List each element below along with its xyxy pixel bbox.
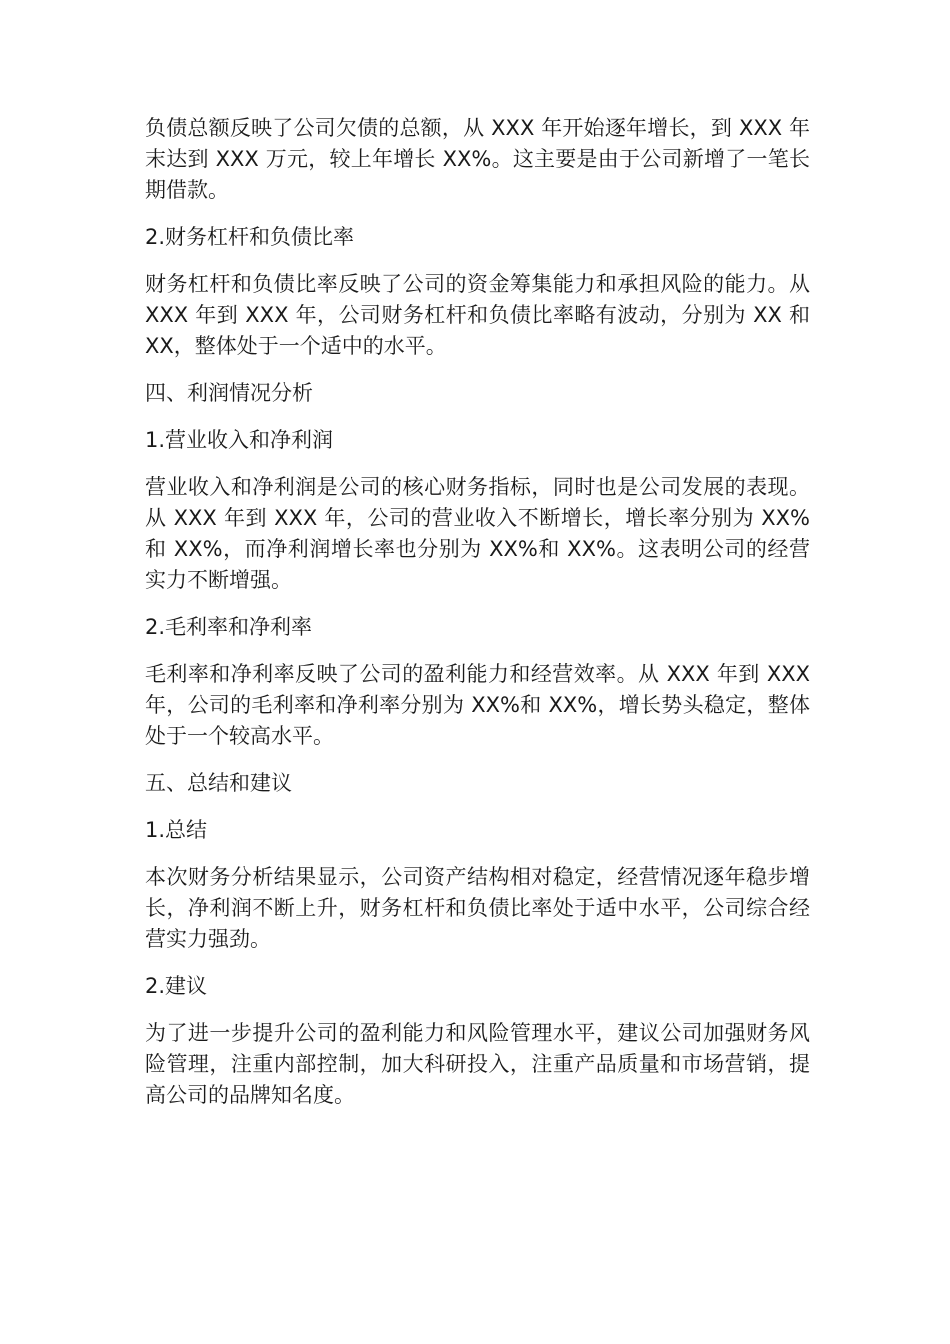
heading-suggestions: 2.建议 [145, 974, 208, 998]
paragraph-margins: 毛利率和净利率反映了公司的盈利能力和经营效率。从 XXX 年到 XXX 年，公司的毛利率和净利率分别为 XX%和 XX%，增长势头稳定，整体处于一个较高水平。 [145, 662, 810, 748]
paragraph-suggestions: 为了进一步提升公司的盈利能力和风险管理水平，建议公司加强财务风险管理，注重内部控制，加大科研投入，注重产品质量和市场营销，提高公司的品牌知名度。 [145, 1021, 810, 1107]
heading-financial-leverage: 2.财务杠杆和负债比率 [145, 225, 355, 249]
heading-summary: 1.总结 [145, 818, 208, 842]
section-heading-profit-analysis: 四、利润情况分析 [145, 381, 313, 405]
paragraph-summary: 本次财务分析结果显示，公司资产结构相对稳定，经营情况逐年稳步增长，净利润不断上升，财务杠杆和负债比率处于适中水平，公司综合经营实力强劲。 [145, 865, 810, 951]
paragraph-revenue-net-profit: 营业收入和净利润是公司的核心财务指标，同时也是公司发展的表现。从 XXX 年到 XXX 年，公司的营业收入不断增长，增长率分别为 XX%和 XX%，而净利润增长率也分别为 XX%和 XX%。这表明公司的经营实力不断增强。 [145, 475, 810, 592]
paragraph-financial-leverage: 财务杠杆和负债比率反映了公司的资金筹集能力和承担风险的能力。从 XXX 年到 XXX 年，公司财务杠杆和负债比率略有波动，分别为 XX 和 XX，整体处于一个适中的水平。 [145, 272, 810, 358]
document-body [145, 113, 810, 1127]
paragraph-total-liabilities: 负债总额反映了公司欠债的总额，从 XXX 年开始逐年增长，到 XXX 年末达到 XXX 万元，较上年增长 XX%。这主要是由于公司新增了一笔长期借款。 [145, 116, 810, 202]
heading-margins: 2.毛利率和净利率 [145, 615, 313, 639]
heading-revenue-net-profit: 1.营业收入和净利润 [145, 428, 334, 452]
section-heading-summary-suggestions: 五、总结和建议 [145, 771, 292, 795]
